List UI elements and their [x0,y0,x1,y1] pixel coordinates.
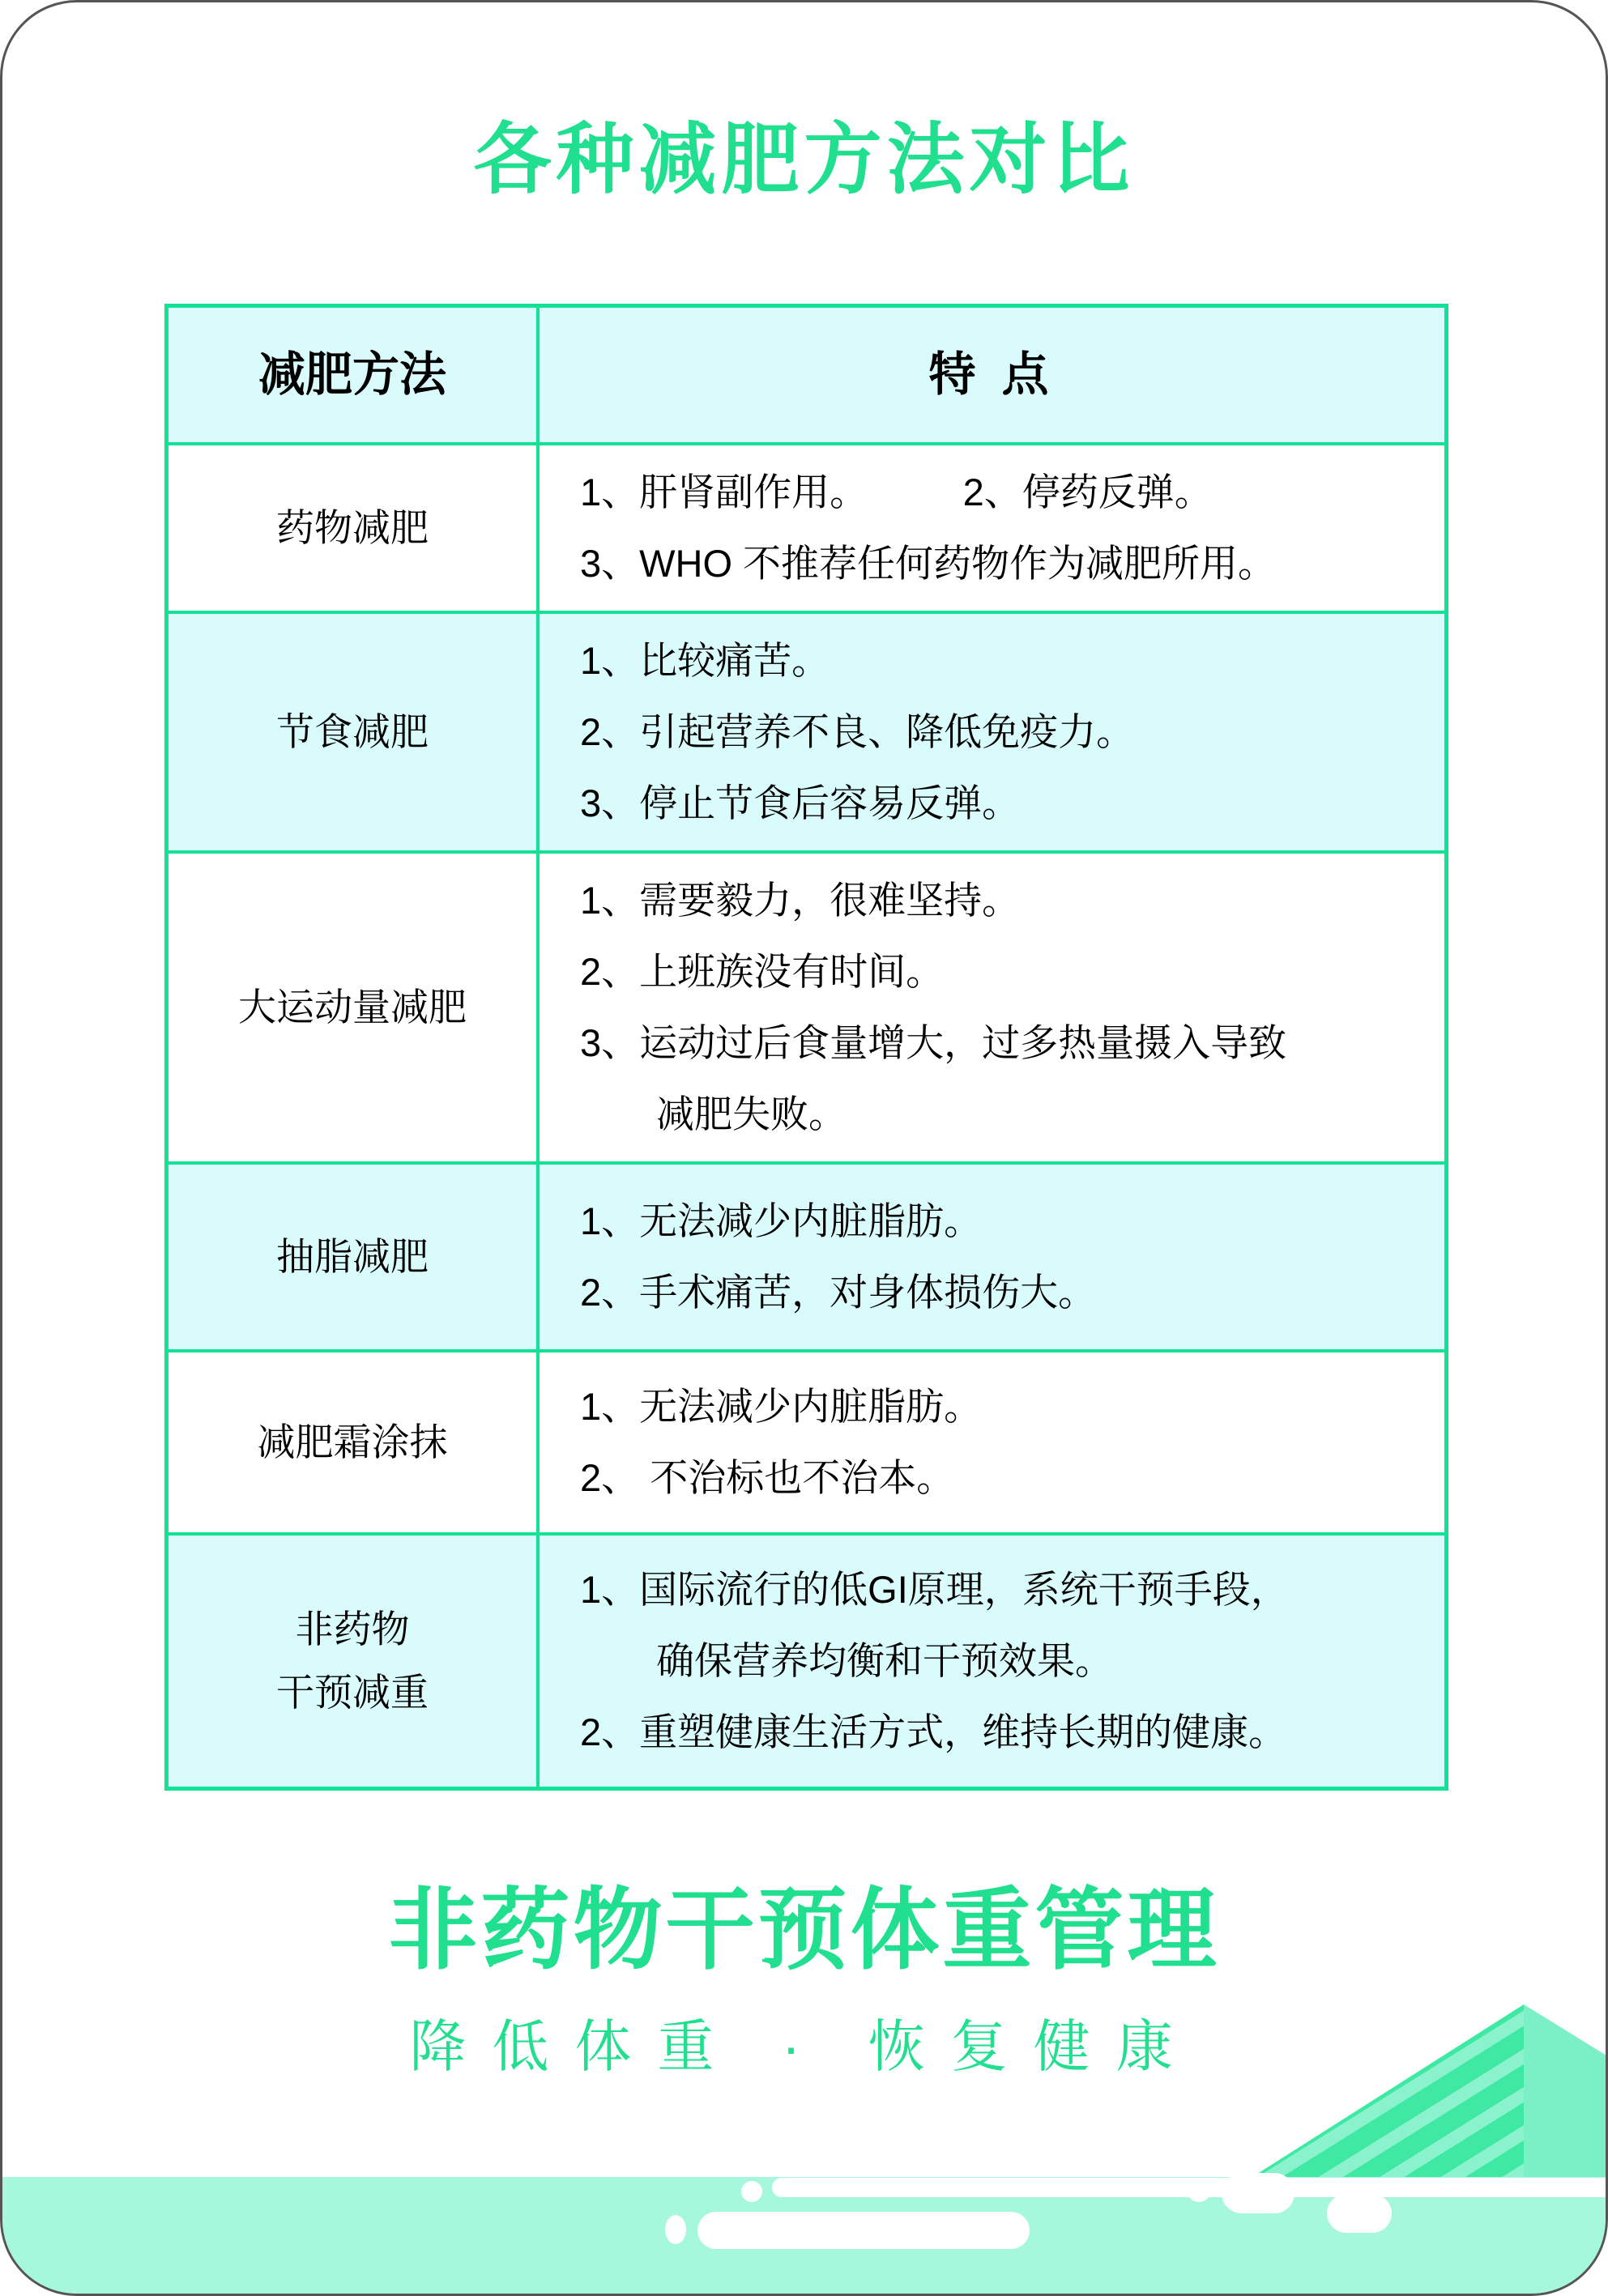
method-line: 减肥霜涂抹 [257,1421,448,1463]
cloud-bar [1327,2194,1392,2233]
method-line: 非药物 [295,1608,410,1651]
feature-line: 1、无法减少内脏脂肪。 [580,1199,983,1242]
table-row [168,1349,1444,1532]
feature-line: 2、手术痛苦，对身体损伤大。 [580,1271,1097,1314]
method-line: 大运动量减肥 [238,986,467,1029]
feature-line: 1、需要毅力，很难坚持。 [580,879,1021,922]
table-header-row [168,308,1444,442]
features-cell [540,1536,1444,1787]
feature-line: 3、运动过后食量增大，过多热量摄入导致 [580,1021,1287,1064]
table-row [168,850,1444,1161]
table-row [168,1161,1444,1349]
method-cell [168,1352,540,1532]
page-title: 各种减肥方法对比 [473,117,1135,203]
cloud-dot [741,2181,762,2202]
header-features: 特 点 [928,348,1056,401]
feature-line: 2、 不治标也不治本。 [580,1456,955,1499]
feature-line: 1、无法减少内脏脂肪。 [580,1385,983,1428]
features-cell [540,1352,1444,1532]
table-row [168,442,1444,611]
method-line: 节食减肥 [276,710,429,753]
feature-line: 1、国际流行的低GI原理，系统干预手段， [580,1568,1289,1611]
method-line: 抽脂减肥 [276,1235,429,1278]
method-cell [168,1536,540,1787]
feature-line: 减肥失败。 [580,1093,847,1135]
comparison-table [164,304,1448,1791]
header-method: 减肥方法 [168,308,540,442]
cloud-bar [1222,2173,1295,2213]
cloud-dot [665,2215,686,2244]
method-line: 干预减重 [276,1671,429,1714]
feature-line: 2、引起营养不良、降低免疫力。 [580,710,1135,753]
feature-line: 3、WHO 不推荐任何药物作为减肥所用。 [580,542,1277,585]
features-cell [540,614,1444,850]
feature-line: 1、肝肾副作用。 2、停药反弹。 [580,471,1213,513]
table-row [168,611,1444,850]
method-line: 药物减肥 [276,506,429,549]
features-cell [540,445,1444,611]
method-cell [168,1165,540,1349]
features-cell [540,1165,1444,1349]
feature-line: 3、停止节食后容易反弹。 [580,782,1021,824]
method-cell [168,445,540,611]
footer-tagline: 降低体重 · 恢复健康 [409,2015,1199,2078]
table-row [168,1532,1444,1787]
method-cell [168,854,540,1161]
features-cell [540,854,1444,1161]
feature-line: 确保营养均衡和干预效果。 [580,1639,1113,1682]
feature-line: 1、比较痛苦。 [580,639,830,682]
feature-line: 2、重塑健康生活方式，维持长期的健康。 [580,1710,1287,1753]
footer-headline: 非药物干预体重管理 [388,1881,1220,1980]
method-cell [168,614,540,850]
cloud-dot [1187,2178,1211,2202]
cloud-bar [697,2212,1030,2249]
feature-line: 2、上班族没有时间。 [580,950,945,993]
